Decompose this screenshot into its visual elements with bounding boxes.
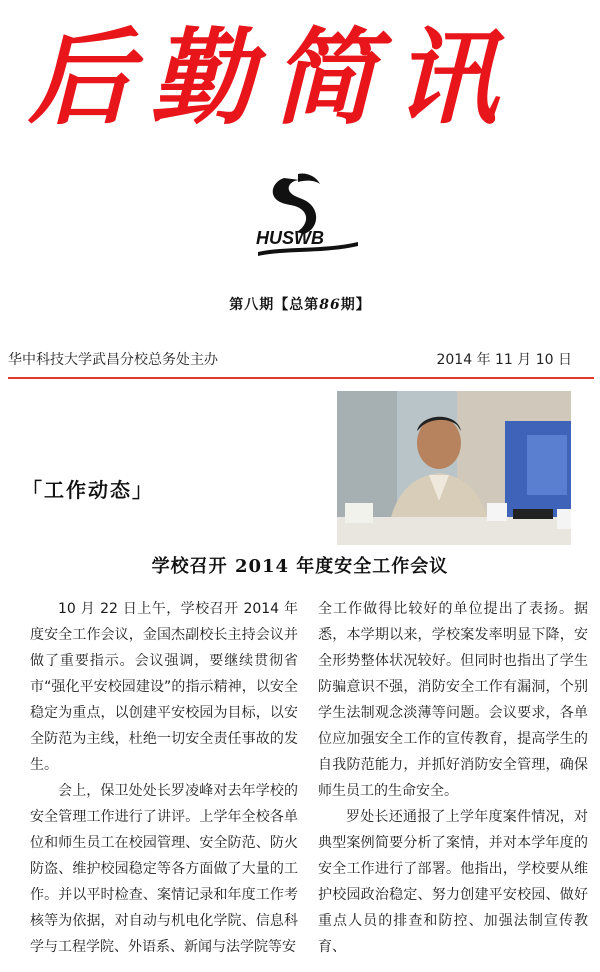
article-paragraph: 全工作做得比较好的单位提出了表扬。据悉，本学期以来，学校案发率明显下降，安全形势整体状况较好。但同时也指出了学生防骗意识不强，消防安全工作有漏洞，个别学生法制观念淡薄等问题。会议要求，各单位应加强安全工作的宣传教育，提高学生的自我防范能力，并抓好消防安全管理，确保师生员工的生命安全。: [318, 601, 588, 799]
article-paragraph: 会上，保卫处处长罗凌峰对去年学校的安全管理工作进行了讲评。上学年全校各单位和师生员工在校园管理、安全防范、防火防盗、维护校园稳定等各方面做了大量的工作。并以平时检查、案情记录和年度工作考核等为依据，对自动与机电化学院、信息科学与工程学院、外语系、新闻与法学院等安: [30, 783, 298, 955]
masthead: [0, 0, 600, 160]
logo-text: HUSWB: [256, 228, 324, 248]
newsletter-title: 后勤简讯: [28, 16, 517, 139]
article-paragraph: 10 月 22 日上午，学校召开 2014 年度安全工作会议，金国杰副校长主持会议并做了重要指示。会议强调，要继续贯彻省市“强化平安校园建设”的指示精神，以安全稳定为重点，以创建平安校园为目标，以安全防范为主线，杜绝一切安全责任事故的发生。: [30, 601, 298, 773]
meeting-photo: [337, 391, 571, 545]
issue-total: 86: [319, 297, 341, 313]
logo-emblem: [254, 172, 364, 268]
article-column-left: [30, 596, 298, 960]
section-heading: 「工作动态」: [22, 478, 154, 502]
publish-date: 2014 年 11 月 10 日: [436, 352, 572, 368]
publisher-row: [8, 349, 588, 369]
article-headline: 学校召开 2014 年度安全工作会议: [151, 556, 449, 577]
issue-prefix: 第八期【总第: [229, 297, 320, 313]
issue-number: [0, 294, 600, 314]
logo: [254, 172, 364, 268]
publisher-org: 华中科技大学武昌分校总务处主办: [8, 352, 218, 368]
article-column-right: [318, 596, 588, 960]
article-paragraph: 罗处长还通报了上学年度案件情况，对典型案例简要分析了案情，并对本学年度的安全工作进行了部署。他指出，学校要从维护校园政治稳定、努力创建平安校园、做好重点人员的排查和防控、加强法制宣传教育、: [318, 809, 588, 955]
issue-suffix: 期】: [340, 297, 371, 313]
header-divider: [8, 377, 594, 379]
